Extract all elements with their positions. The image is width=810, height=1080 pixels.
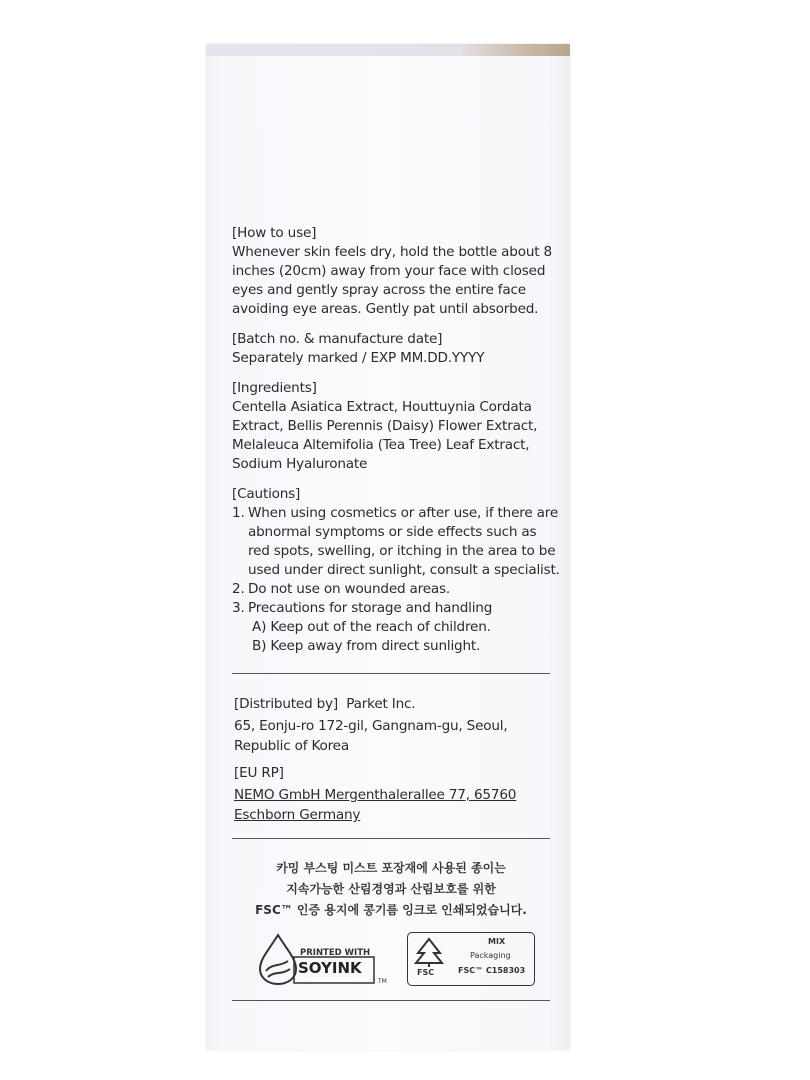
korean-notice-line: FSC™ 인증 용지에 콩기름 잉크로 인쇄되었습니다. — [255, 903, 527, 917]
caution-text: Precautions for storage and handling — [248, 600, 493, 616]
how-to-use-text: Whenever skin feels dry, hold the bottle about 8 inches (20cm) away from your face with closed eyes and gently spray across the entire face avoiding eye areas. Gently pat until absorbed. — [232, 244, 552, 317]
how-to-use-heading: [How to use] — [232, 225, 317, 241]
caution-number: 2. — [232, 581, 245, 597]
caution-item — [232, 599, 562, 618]
caution-text: When using cosmetics or after use, if there are abnormal symptoms or side effects such as red spots, swelling, or itching in the area to be used under direct sunlight, consult a specialist. — [248, 505, 560, 578]
korean-notice-line: 지속가능한 산림경영과 산림보호를 위한 — [286, 882, 496, 896]
fsc-code-text: FSC™ C158303 — [458, 966, 526, 975]
ingredients-section — [232, 379, 562, 474]
ingredients-text: Centella Asiatica Extract, Houttuynia Cordata Extract, Bellis Perennis (Daisy) Flower Extract, Melaleuca Altemifolia (Tea Tree) Leaf Extract, Sodium Hyaluronate — [232, 399, 538, 472]
cautions-section — [232, 485, 562, 656]
eu-rp-heading: [EU RP] — [234, 765, 284, 781]
divider-line — [232, 1000, 550, 1001]
korean-notice — [232, 858, 550, 921]
caution-number: 3. — [232, 600, 245, 616]
caution-item — [232, 504, 562, 580]
distributor-line — [234, 694, 564, 714]
distributor-name: Parket Inc. — [346, 696, 416, 712]
batch-text: Separately marked / EXP MM.DD.YYYY — [232, 350, 485, 366]
batch-section — [232, 330, 562, 368]
distributor-address: 65, Eonju-ro 172-gil, Gangnam-gu, Seoul, Republic of Korea — [234, 718, 508, 754]
batch-heading: [Batch no. & manufacture date] — [232, 331, 443, 347]
caution-number: 1. — [232, 505, 245, 521]
caution-item — [232, 580, 562, 599]
fsc-packaging-text: Packaging — [470, 951, 511, 960]
soyink-small-text: PRINTED WITH — [300, 948, 371, 958]
caution-subitem: A) Keep out of the reach of children. — [252, 619, 491, 635]
divider-line — [232, 673, 550, 674]
caution-subitem: B) Keep away from direct sunlight. — [252, 638, 481, 654]
distributor-block — [234, 694, 564, 825]
soyink-tm: TM — [378, 978, 387, 985]
soyink-big-text: SOYINK — [298, 959, 362, 977]
korean-notice-line: 카밍 부스팅 미스트 포장재에 사용된 종이는 — [276, 861, 506, 875]
cautions-list — [232, 504, 562, 618]
eu-rp-line2: Eschborn Germany — [234, 807, 361, 823]
how-to-use-section — [232, 224, 562, 319]
eu-rp-line1: NEMO GmbH Mergenthalerallee 77, 65760 — [234, 787, 517, 803]
label-text-block — [232, 224, 562, 667]
cautions-heading: [Cautions] — [232, 486, 301, 502]
caution-text: Do not use on wounded areas. — [248, 581, 451, 597]
distributor-heading: [Distributed by] — [234, 696, 338, 712]
divider-line — [232, 838, 550, 839]
box-top-flap-edge — [206, 44, 570, 56]
ingredients-heading: [Ingredients] — [232, 380, 317, 396]
fsc-logo-text: FSC — [417, 968, 435, 977]
fsc-mix-text: MIX — [488, 937, 506, 946]
